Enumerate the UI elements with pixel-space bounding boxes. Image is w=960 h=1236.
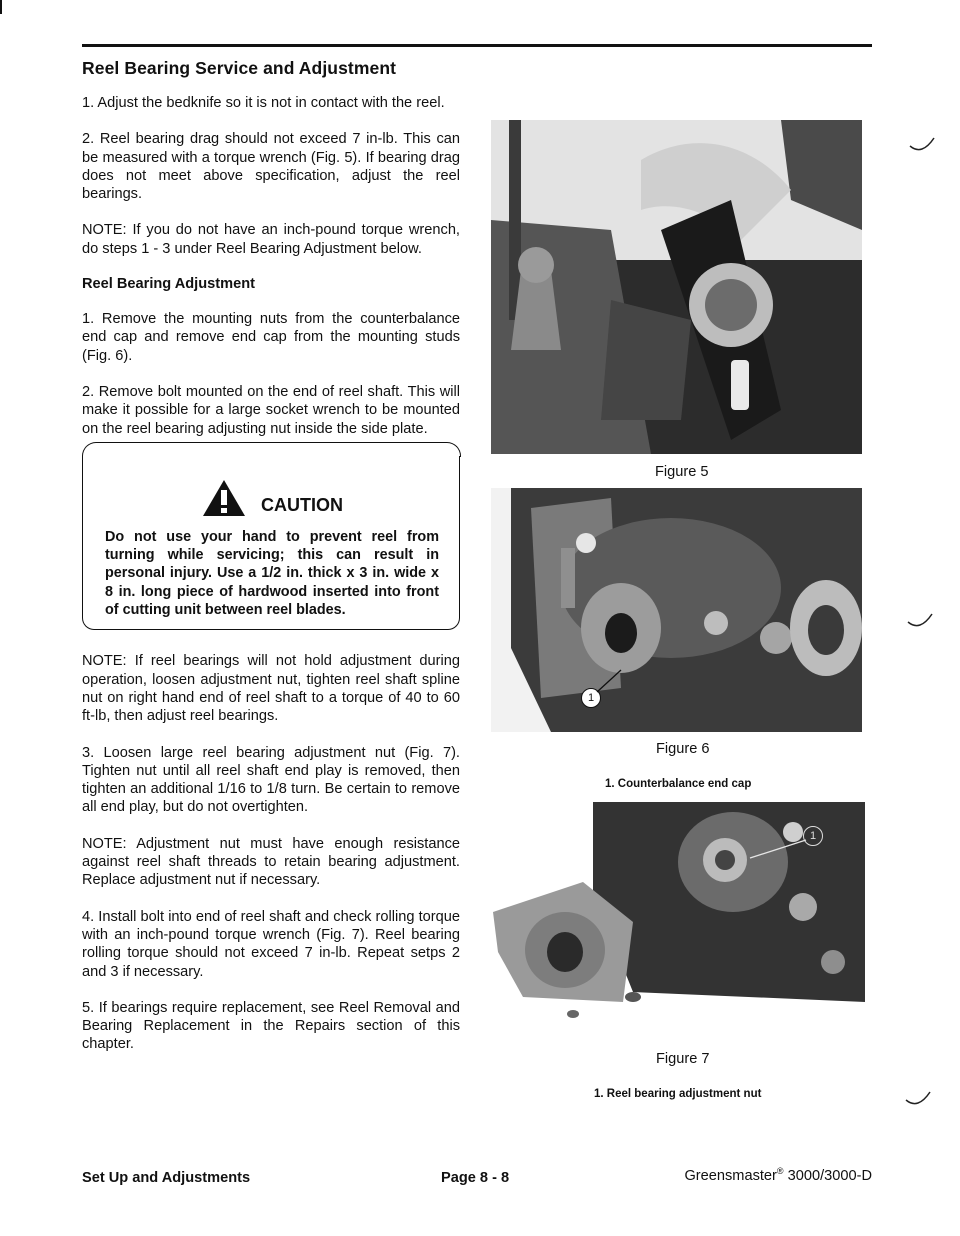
scan-edge-mark	[0, 0, 2, 14]
note-torque-wrench: NOTE: If you do not have an inch-pound torque wrench, do steps 1 - 3 under Reel Bearing Adjustment below.	[82, 222, 460, 257]
figure-6-leader-line	[595, 668, 625, 696]
adjust-step-3: 3. Loosen large reel bearing adjustment nut (Fig. 7). Tighten nut until all reel shaft end play is removed, then tighten an additional 1/16 to 1/8 turn. Be certain to remove all end play, but do not overtighten.	[82, 744, 460, 816]
section-title: Reel Bearing Service and Adjustment	[82, 58, 397, 78]
footer-model: 3000/3000-D	[783, 1167, 872, 1184]
subsection-title: Reel Bearing Adjustment	[82, 276, 255, 293]
adjust-step-5: 5. If bearings require replacement, see Reel Removal and Bearing Replacement in the Repairs section of this chapter.	[82, 999, 460, 1053]
figure-7-photo	[493, 802, 865, 1027]
adjust-step-4: 4. Install bolt into end of reel shaft and check rolling torque with an inch-pound torque wrench (Fig. 7). Reel bearing rolling torque should not exceed 7 in-lb. Repeat setps 2 and 3 if necessary.	[82, 908, 460, 980]
figure-7-legend: 1. Reel bearing adjustment nut	[594, 1088, 762, 1100]
binder-mark-icon	[904, 1090, 932, 1110]
figure-6-legend: 1. Counterbalance end cap	[605, 778, 752, 790]
binder-mark-icon	[908, 136, 936, 156]
main-text-column	[82, 58, 460, 1072]
caution-box	[82, 456, 460, 630]
header-rule	[82, 44, 872, 47]
adjust-step-2: 2. Remove bolt mounted on the end of reel shaft. This will make it possible for a large socket wrench to be mounted on the reel bearing adjusting nut inside the side plate.	[82, 383, 460, 437]
adjust-step-1: 1. Remove the mounting nuts from the counterbalance end cap and remove end cap from the mounting studs (Fig. 6).	[82, 311, 460, 364]
caution-header	[105, 478, 439, 518]
step-1-paragraph: 1. Adjust the bedknife so it is not in contact with the reel.	[82, 95, 445, 111]
footer-section-name: Set Up and Adjustments	[82, 1170, 251, 1186]
footer-page-number: Page 8 - 8	[441, 1170, 510, 1186]
note-adjustment-nut: NOTE: Adjustment nut must have enough resistance against reel shaft threads to retain bearing adjustment. Replace adjustment nut if necessary.	[82, 835, 460, 889]
figure-7-leader-line	[748, 838, 808, 862]
registered-mark: ®	[776, 1166, 784, 1176]
note-spline-nut: NOTE: If reel bearings will not hold adjustment during operation, loosen adjustment nut, tighten reel shaft spline nut on right hand end of reel shaft to a torque of 40 to 60 ft-lb, then adjust reel bearings.	[82, 653, 460, 725]
footer-product-name	[684, 1166, 872, 1184]
binder-mark-icon	[906, 612, 934, 632]
caution-text: Do not use your hand to prevent reel from turning while servicing; this can result in personal injury. Use a 1/2 in. thick x 3 in. wide x 8 in. long piece of hardwood inserted into front of cutting unit between reel blades.	[105, 528, 439, 619]
figure-6-callout: 1	[581, 688, 601, 708]
footer-brand: Greensmaster	[684, 1167, 777, 1184]
figure-7-caption: Figure 7	[656, 1051, 710, 1067]
step-2-paragraph: 2. Reel bearing drag should not exceed 7 in-lb. This can be measured with a torque wrench (Fig. 5). If bearing drag does not meet above specification, adjust the reel bearings.	[82, 131, 460, 203]
warning-triangle-icon	[201, 478, 247, 518]
figure-5-photo	[491, 120, 862, 454]
figure-6-caption: Figure 6	[656, 741, 710, 757]
caution-heading: CAUTION	[261, 494, 343, 515]
figure-7-callout: 1	[803, 826, 823, 846]
figure-6-photo	[491, 488, 862, 732]
figure-5-caption: Figure 5	[655, 464, 709, 480]
